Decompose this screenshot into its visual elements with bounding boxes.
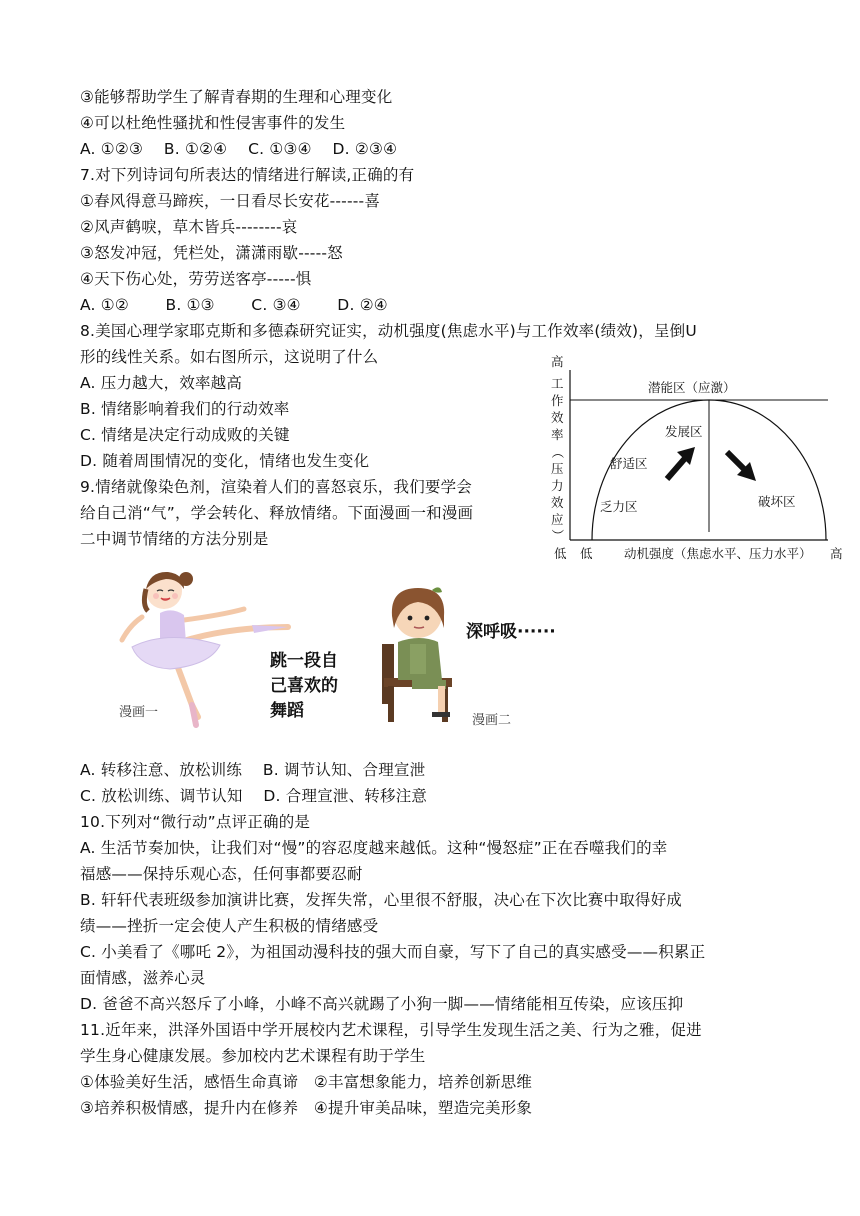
y-axis-title [550,376,565,542]
comic-one-caption: 漫画一 [119,705,159,720]
y-title-char: ） [550,529,565,542]
q10-option-a-line1: A. 生活节奏加快，让我们对“慢”的容忍度越来越低。这种“慢怒症”正在吞噬我们的幸 [80,839,668,857]
q6-choices: A. ①②③ B. ①②④ C. ①③④ D. ②③④ [80,140,398,158]
zone-comfort-label: 舒适区 [610,456,648,471]
comic-two-caption: 漫画二 [472,713,512,728]
falling-arrow-icon [727,452,756,481]
y-title-char: 工 [551,376,564,391]
y-title-char: 压 [551,461,564,476]
bubble-line: 跳一段自 [270,651,338,671]
q11-stem-line2: 学生身心健康发展。参加校内艺术课程有助于学生 [80,1047,426,1065]
zone-develop-label: 发展区 [665,424,703,439]
y-title-char: 力 [551,478,564,493]
q9-choices-2: C. 放松训练、调节认知 D. 合理宣泄、转移注意 [80,787,428,805]
q8-stem-line2: 形的线性关系。如右图所示，这说明了什么 [80,348,379,366]
q11-stem-line1: 11.近年来，洪泽外国语中学开展校内艺术课程，引导学生发现生活之美、行为之雅，促进 [80,1021,702,1039]
q9-choices-1: A. 转移注意、放松训练 B. 调节认知、合理宣泄 [80,761,426,779]
q10-option-a-line2: 福感——保持乐观心态，任何事都要忍耐 [80,865,363,883]
q9-stem-line2: 给自己消“气”，学会转化、释放情绪。下面漫画一和漫画 [80,504,474,522]
inverted-u-chart [540,346,850,566]
x-high-label: 高 [830,546,843,561]
q6-option-3: ③能够帮助学生了解青春期的生理和心理变化 [80,88,393,106]
y-title-char: 效 [551,495,564,510]
q7-item-1: ①春风得意马蹄疾，一日看尽长安花------喜 [80,192,381,210]
q7-item-2: ②风声鹤唳，草木皆兵--------哀 [80,218,298,236]
zone-potential-label: 潜能区（应激） [648,380,736,395]
q7-item-3: ③怒发冲冠，凭栏处，潇潇雨歇-----怒 [80,244,343,262]
q8-option-c: C. 情绪是决定行动成败的关键 [80,426,290,444]
q10-option-c-line1: C. 小美看了《哪吒 2》，为祖国动漫科技的强大而自豪，写下了自己的真实感受——积累正 [80,943,706,961]
sitting-girl-illustration [372,582,467,722]
q10-option-b-line2: 绩——挫折一定会使人产生积极的情绪感受 [80,917,379,935]
y-title-char: 作 [551,393,564,408]
rising-arrow-icon [667,447,695,479]
x-axis-title: 动机强度（焦虑水平、压力水平） [624,546,812,561]
q11-items-2: ③培养积极情感，提升内在修养 ④提升审美品味，塑造完美形象 [80,1099,533,1117]
comic-one-bubble [270,649,338,724]
q10-stem: 10.下列对“微行动”点评正确的是 [80,813,311,831]
zone-destroy-label: 破坏区 [758,494,796,509]
q8-stem-line1: 8.美国心理学家耶克斯和多德森研究证实，动机强度(焦虑水平)与工作效率(绩效)，呈倒U [80,322,697,340]
y-title-char: （ [550,446,565,459]
q6-option-4: ④可以杜绝性骚扰和性侵害事件的发生 [80,114,346,132]
q10-option-d: D. 爸爸不高兴怒斥了小峰，小峰不高兴就踢了小狗一脚——情绪能相互传染，应该压抑 [80,995,684,1013]
comic-one [112,565,362,730]
y-title-char: 效 [551,410,564,425]
q10-option-b-line1: B. 轩轩代表班级参加演讲比赛，发挥失常，心里很不舒服，决心在下次比赛中取得好成 [80,891,682,909]
comic-two [372,582,592,732]
zone-weak-label: 乏力区 [600,499,638,514]
x-low-label: 低 [580,546,593,561]
q8-option-b: B. 情绪影响着我们的行动效率 [80,400,290,418]
comic-two-bubble: 深呼吸······ [466,622,556,642]
q8-option-a: A. 压力越大，效率越高 [80,374,243,392]
q7-stem: 7.对下列诗词句所表达的情绪进行解读,正确的有 [80,166,415,184]
q7-item-4: ④天下伤心处，劳劳送客亭-----惧 [80,270,312,288]
y-high-label: 高 [551,354,564,369]
bubble-line: 己喜欢的 [270,676,338,696]
q10-option-c-line2: 面情感，滋养心灵 [80,969,206,987]
y-title-char: 应 [551,512,564,527]
q8-option-d: D. 随着周围情况的变化，情绪也发生变化 [80,452,370,470]
q9-stem-line3: 二中调节情绪的方法分别是 [80,530,269,548]
bubble-line: 舞蹈 [270,701,304,721]
y-low-label: 低 [554,546,567,561]
q7-choices: A. ①② B. ①③ C. ③④ D. ②④ [80,296,388,314]
q9-stem-line1: 9.情绪就像染色剂，渲染着人们的喜怒哀乐，我们要学会 [80,478,472,496]
y-title-char: 率 [551,427,564,442]
q11-items-1: ①体验美好生活，感悟生命真谛 ②丰富想象能力，培养创新思维 [80,1073,533,1091]
